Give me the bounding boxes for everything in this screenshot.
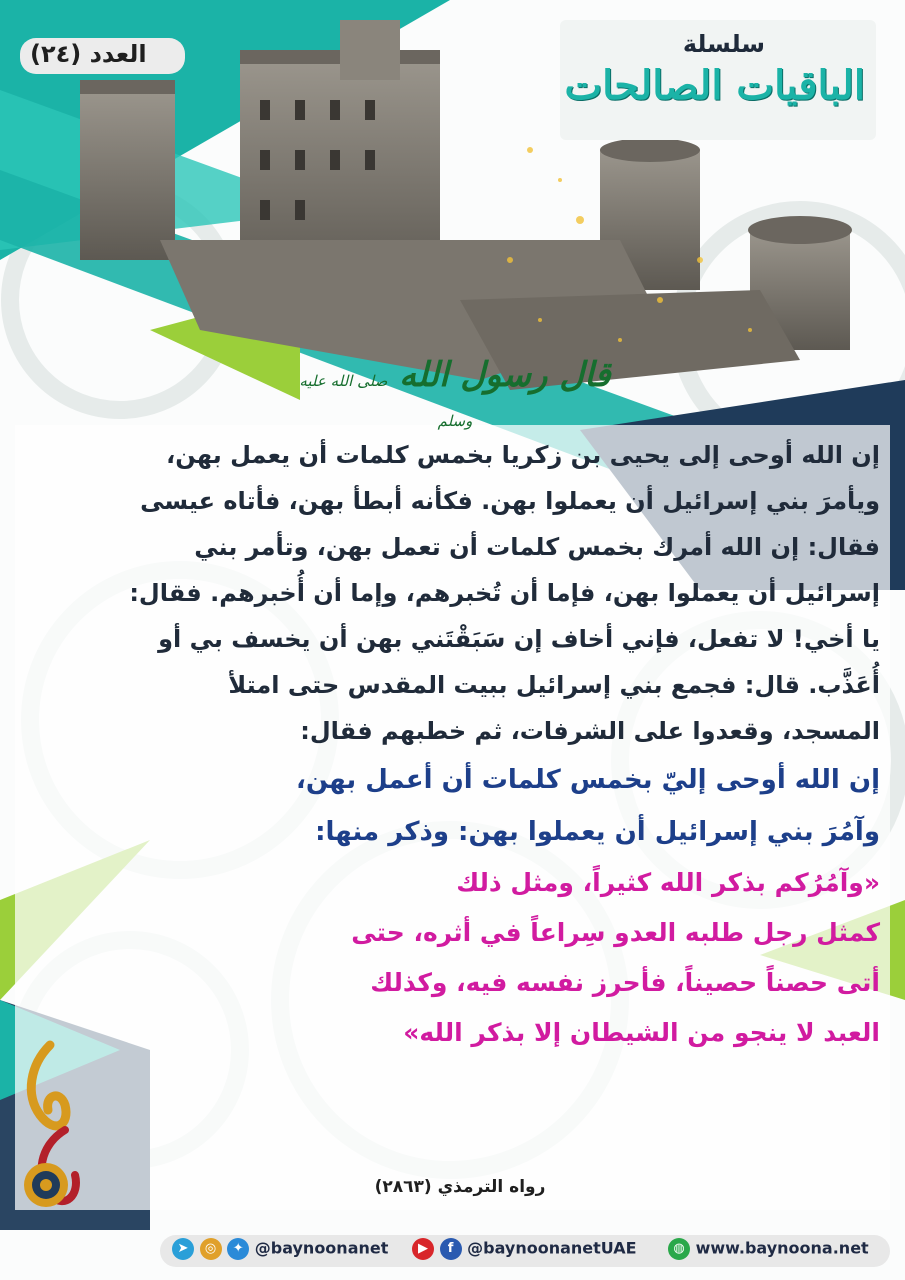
facebook-icon[interactable]: f (440, 1238, 462, 1260)
social-icons-group-1 (172, 1238, 388, 1260)
hadith-body (20, 432, 880, 1058)
social-icons-group-2 (412, 1238, 637, 1260)
body-line: ويأمرَ بني إسرائيل أن يعملوا بهن. فكأنه أبطأ بهن، فأتاه عيسى (140, 487, 880, 515)
quote-line-pink: العبد لا ينجو من الشيطان إلا بذكر الله» (403, 1018, 880, 1047)
hadith-header (280, 355, 630, 435)
hadith-source: رواه الترمذي (٢٨٦٣) (374, 1177, 546, 1197)
body-line: المسجد، وقعدوا على الشرفات، ثم خطبهم فقال: (300, 717, 880, 745)
website-group (668, 1238, 869, 1260)
body-line: إن الله أوحى إلى يحيى بن زكريا بخمس كلمات أن يعمل بهن، (166, 441, 880, 469)
quote-line-blue: وآمُرَ بني إسرائيل أن يعملوا بهن: وذكر منها: (315, 817, 880, 847)
globe-icon[interactable]: ◍ (668, 1238, 690, 1260)
quote-line-pink: أتى حصناً حصيناً، فأحرز نفسه فيه، وكذلك (370, 968, 880, 997)
series-title: الباقيات الصالحات (564, 62, 865, 109)
hadith-header-salutation: صلى الله عليه وسلم (299, 372, 473, 430)
baynoona-logo-icon (10, 1035, 90, 1225)
handle-1[interactable]: @baynoonanet (254, 1238, 389, 1258)
hadith-header-main: قال رسول الله (399, 355, 611, 395)
body-line: فقال: إن الله أمرك بخمس كلمات أن تعمل بهن، وتأمر بني (194, 533, 880, 561)
body-line: أُعَذَّب. قال: فجمع بني إسرائيل ببيت المقدس حتى امتلأ (228, 671, 880, 699)
telegram-icon[interactable]: ➤ (172, 1238, 194, 1260)
instagram-icon[interactable]: ◎ (200, 1238, 222, 1260)
youtube-icon[interactable]: ▶ (412, 1238, 434, 1260)
body-line: إسرائيل أن يعملوا بهن، فإما أن تُخبرهم، وإما أن أُخبرهم. فقال: (129, 579, 880, 607)
twitter-icon[interactable]: ✦ (227, 1238, 249, 1260)
series-label: سلسلة (682, 30, 765, 58)
website-link[interactable]: www.baynoona.net (695, 1238, 869, 1258)
issue-number: العدد (٢٤) (30, 40, 147, 68)
quote-line-pink: «وآمُرُكم بذكر الله كثيراً، ومثل ذلك (456, 868, 880, 897)
quote-line-blue: إن الله أوحى إليّ بخمس كلمات أن أعمل بهن، (295, 765, 880, 795)
body-line: يا أخي! لا تفعل، فإني أخاف إن سَبَقْتَني بهن أن يخسف بي أو (158, 625, 880, 653)
handle-2[interactable]: @baynoonanetUAE (467, 1238, 637, 1258)
quote-line-pink: كمثل رجل طلبه العدو سِراعاً في أثره، حتى (351, 918, 880, 947)
